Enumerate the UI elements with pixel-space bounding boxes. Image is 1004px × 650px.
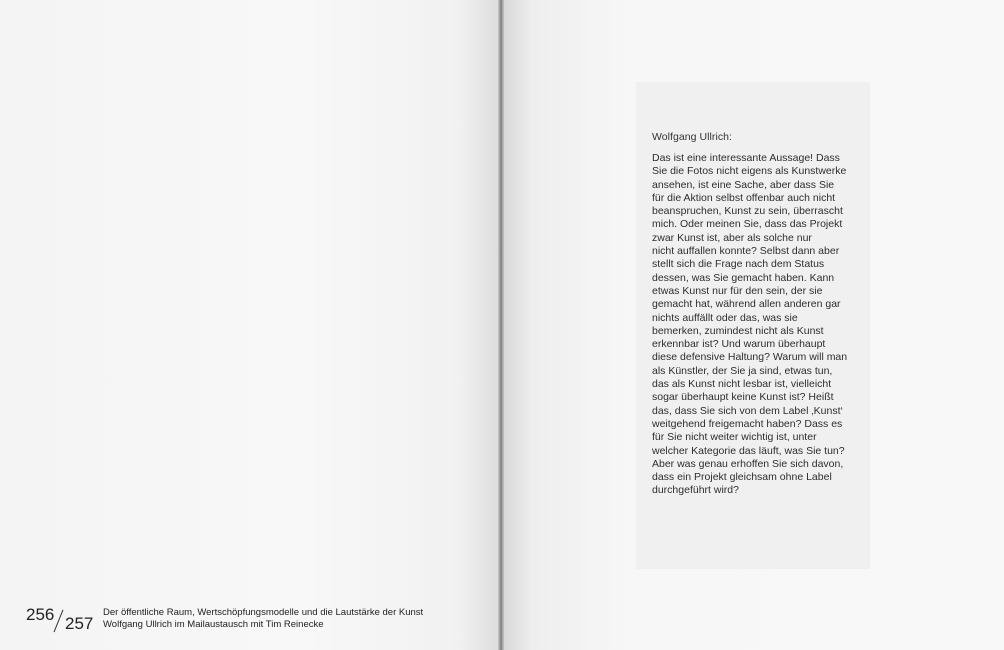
- body-text-line: ansehen, ist eine Sache, aber dass Sie: [652, 178, 835, 191]
- body-text-line: weitgehend freigemacht haben? Dass es: [652, 417, 843, 430]
- body-text-line: Sie die Fotos nicht eigens als Kunstwerke: [652, 165, 847, 178]
- body-text-line: das als Kunst nicht lesbar ist, vielleicht: [652, 378, 832, 391]
- body-text-line: für die Aktion selbst offenbar auch nicht: [652, 191, 836, 204]
- body-text-line: erkennbar ist? Und warum überhaupt: [652, 338, 826, 351]
- body-text-line: Aber was genau erhoffen Sie sich davon,: [652, 457, 844, 470]
- body-text-line: stellt sich die Frage nach dem Status: [652, 258, 825, 271]
- body-text-line: bemerken, zumindest nicht als Kunst: [652, 324, 824, 337]
- body-text-line: zwar Kunst ist, aber als solche nur: [652, 231, 812, 244]
- left-page-number: 256: [26, 605, 55, 624]
- body-text-line: beanspruchen, Kunst zu sein, überrascht: [652, 205, 843, 218]
- right-page-number: 257: [65, 614, 94, 633]
- body-text-line: mich. Oder meinen Sie, dass das Projekt: [652, 218, 843, 231]
- body-text-line: etwas Kunst nur für den sein, der sie: [652, 284, 823, 297]
- body-text-line: nicht auffallen konnte? Selbst dann aber: [652, 245, 840, 258]
- body-text-line: als Künstler, der Sie ja sind, etwas tun,: [652, 364, 833, 377]
- body-text-line: diese defensive Haltung? Warum will man: [652, 351, 848, 364]
- caption-line-subtitle: Wolfgang Ullrich im Mailaustausch mit Tim Reinecke: [103, 619, 324, 630]
- speaker-name: Wolfgang Ullrich:: [652, 131, 733, 143]
- body-text-line: dessen, was Sie gemacht haben. Kann: [652, 271, 835, 284]
- left-page: [0, 0, 500, 650]
- page-number-divider: [54, 610, 64, 633]
- body-text-line: für Sie nicht weiter wichtig ist, unter: [652, 431, 817, 444]
- body-text-line: durchgeführt wird?: [652, 484, 739, 497]
- body-text-line: nichts auffällt oder das, was sie: [652, 311, 798, 324]
- body-text-line: Das ist eine interessante Aussage! Dass: [652, 152, 840, 164]
- body-text-line: gemacht hat, während allen anderen gar: [652, 298, 841, 311]
- running-caption: [103, 607, 423, 631]
- caption-line-title: Der öffentliche Raum, Wertschöpfungsmodelle und die Lautstärke der Kunst: [103, 607, 424, 618]
- body-text-line: sogar überhaupt keine Kunst ist? Heißt: [652, 391, 834, 404]
- interview-body-text: [652, 152, 868, 498]
- body-text-line: welcher Kategorie das läuft, was Sie tun?: [652, 444, 845, 457]
- book-gutter: [498, 0, 504, 650]
- body-text-line: das, dass Sie sich von dem Label ‚Kunst‘: [652, 404, 843, 417]
- body-text-line: dass ein Projekt gleichsam ohne Label: [652, 471, 832, 484]
